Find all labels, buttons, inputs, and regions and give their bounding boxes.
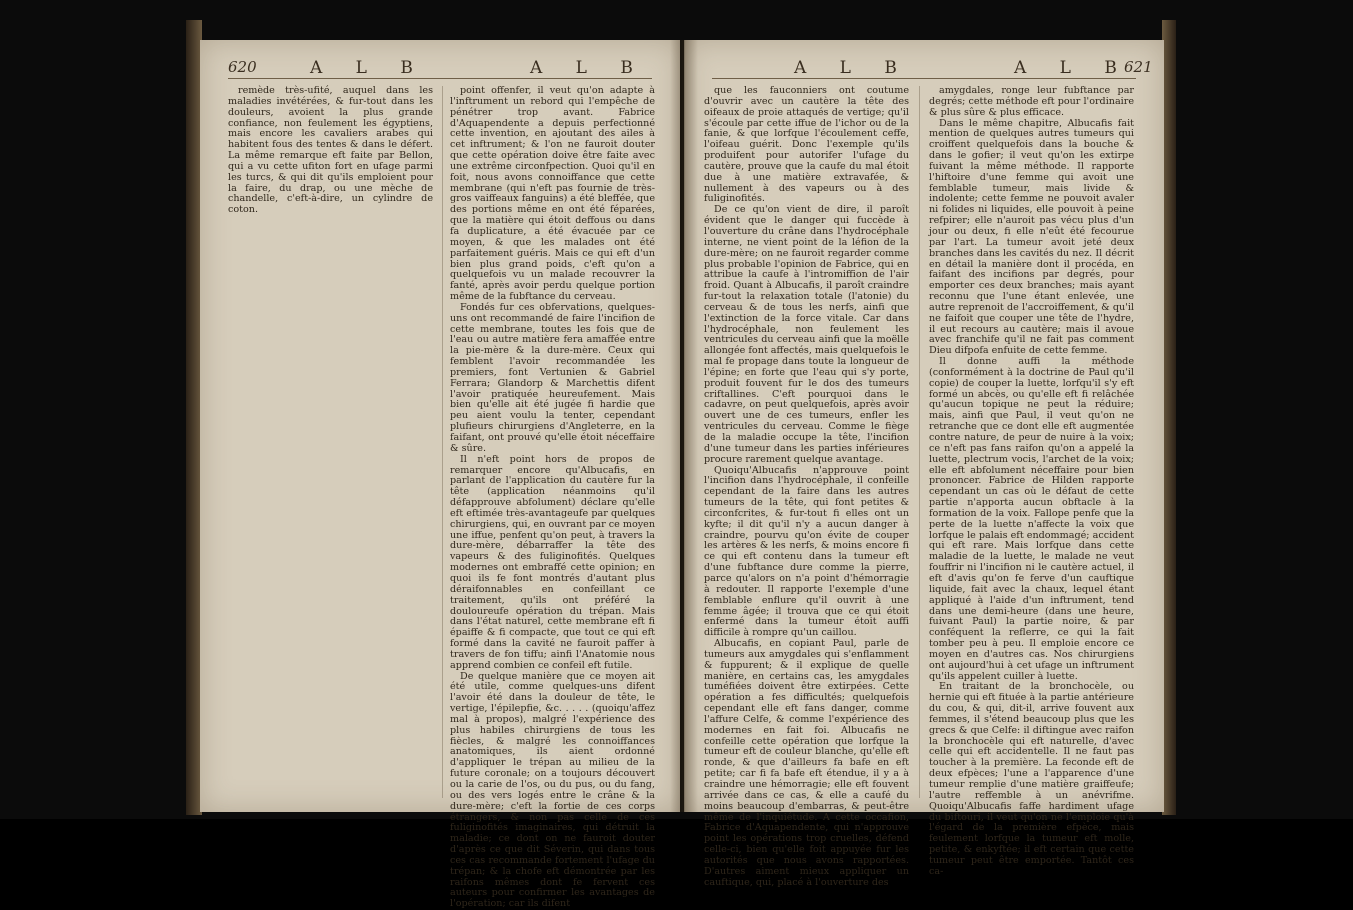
paragraph: Fondés fur ces obfervations, quelques-uns ont recommandé de faire l'incifion de cette membrane, toutes les fois que de l'eau ou autre matière fera amaffée entre la pie-mère & la dure-mère. Ceux qui femblent l'avoir recommandée les premiers, font Vertunien & Gabriel Ferrara; Glandorp & Marchettis difent l'avoir pratiquée heureufement. Mais bien qu'elle ait été jugée fi hardie que peu aient voulu la tenter, cependant plufieurs chirurgiens d'Angleterre, en la faifant, ont prouvé qu'elle étoit néceffaire & sûre. (450, 301, 655, 454)
paragraph: En traitant de la bronchocèle, ou hernie qui eft fituée à la partie antérieure du cou, & qui, dit-il, arrive fouvent aux femmes, il s'étend beaucoup plus que les grecs & que Celfe: il diftingue avec raifon la bronchocèle qui eft naturelle, d'avec celle qui eft accidentelle. Il ne faut pas toucher à la première. La feconde eft de deux efpèces; l'une a l'apparence d'une tumeur remplie d'une matière graiffeufe; l'autre reffemble à un anévrifme. Quoiqu'Albucafis faffe hardiment ufage du biftouri, il veut qu'on ne l'emploie qu'à l'égard de la première efpèce, mais feulement lorfque la tumeur eft molle, petite, & enkyftée; il eft certain que cette tumeur peut être emportée. Tantôt ces ca- (929, 681, 1134, 877)
running-head-right: A L B (1014, 58, 1131, 78)
running-head-left: A L B (794, 58, 911, 78)
paragraph: remède très-ufité, auquel dans les maladies invétérées, & fur-tout dans les douleurs, avoient la plus grande confiance, non feulement les égyptiens, mais encore les cavaliers arabes qui habitent fous des tentes & dans le défert. La même remarque eft faite par Bellon, qui a vu cette ufiton fort en ufage parmi les turcs, & qui dit qu'ils emploient pour la faire, du drap, ou une mèche de chandelle, c'eft-à-dire, un cylindre de coton. (228, 85, 433, 216)
column-divider (442, 86, 443, 798)
paragraph: Il donne auffi la méthode (conformément à la doctrine de Paul qu'il copie) de couper la luette, lorfqu'il s'y eft formé un abcès, ou qu'elle eft fi relâchée qu'aucun topique ne peut la réduire; mais, ainfi que Paul, il veut qu'on ne retranche que ce dont elle eft augmentée contre nature, de peur de nuire à la voix; ce n'eft pas fans raifon qu'on a appelé la luette, plectrum vocis, l'archet de la voix; elle eft abfolument néceffaire pour bien prononcer. Fabrice de Hilden rapporte cependant un cas où le défaut de cette partie n'apporta aucun obftacle à la formation de la voix. Fallope penfe que la perte de la luette n'affecte la voix que lorfque le palais eft endommagé; accident qui eft rare. Mais lorfque dans cette maladie de la luette, le malade ne veut fouffrir ni l'incifion ni le cautère actuel, il eft d'avis qu'on fe ferve d'un cauftique liquide, fait avec la chaux, lequel étant appliqué à l'aide d'un inftrument, tend dans une demi-heure (dans une heure, fuivant Paul) la partie noire, & par conféquent la reflerre, ce qui la fait tomber peu à peu. Il emploie encore ce moyen en d'autres cas. Nos chirurgiens ont aujourd'hui à cet ufage un inftrument qu'ils appelent cuiller à luette. (929, 356, 1134, 682)
paragraph: Albucafis, en copiant Paul, parle de tumeurs aux amygdales qui s'enflamment & fuppurent; & il explique de quelle manière, en certains cas, les amygdales tuméfiées doivent être extirpées. Cette opération a fes difficultés; quelquefois cependant elle eft fans danger, comme l'affure Celfe, & comme l'expérience des modernes en fait foi. Albucafis ne confeille cette opération que lorfque la tumeur eft de couleur blanche, qu'elle eft ronde, & que d'ailleurs fa bafe en eft petite; car fi fa bafe eft étendue, il y a à craindre une hémorragie; elle eft fouvent arrivée dans ce cas, & elle a caufé du moins beaucoup d'embarras, & peut-être même de l'inquiétude. A cette occafion, Fabrice d'Aquapendente, qui n'approuve point les opérations trop cruelles, défend celle-ci, bien qu'elle foit appuyée fur les autorités que nous avons rapportées. D'autres aiment mieux appliquer un cauftique, qui, placé à l'ouverture des (704, 638, 909, 888)
paragraph: Quoiqu'Albucafis n'approuve point l'incifion dans l'hydrocéphale, il confeille cependant de la faire dans les autres tumeurs de la tête, qui font petites & circonfcrites, & fur-tout fi elles ont un kyfte; il dit qu'il n'y a aucun danger à craindre, pourvu qu'on évite de couper les artères & les nerfs, & moins encore fi ce qui eft contenu dans la tumeur eft d'une fubftance dure comme la pierre, parce qu'alors on n'a point d'hémorragie à redouter. Il rapporte l'exemple d'une femblable enflure qu'il ouvrit à une femme âgée; il trouva que ce qui étoit enfermé dans la tumeur étoit auffi difficile à rompre qu'un caillou. (704, 464, 909, 639)
running-head-right: A L B (530, 58, 647, 78)
text-column-right (450, 85, 655, 910)
right-page-edge (1162, 20, 1176, 815)
paragraph: De ce qu'on vient de dire, il paroît évident que le danger qui fuccède à l'ouverture du crâne dans l'hydrocéphale interne, ne vient point de la léfion de la dure-mère; on ne fauroit regarder comme plus probable l'opinion de Fabrice, qui en attribue la caufe à l'intromiffion de l'air froid. Quant à Albucafis, il paroît craindre fur-tout la relaxation totale (l'atonie) du cerveau & de tous les nerfs, ainfi que l'extinction de la force vitale. Car dans l'hydrocéphale, non feulement les ventricules du cerveau ainfi que la moëlle allongée font affectés, mais quelquefois le mal fe propage dans toute la longueur de l'épine; en forte que l'eau qui s'y porte, produit fouvent fur le dos des tumeurs criftallines. C'eft pourquoi dans le cadavre, on peut quelquefois, après avoir ouvert une de ces tumeurs, enfler les ventricules du cerveau. Comme le fiège de la maladie occupe la tête, l'incifion d'une tumeur dans les parties inférieures procure rarement quelque avantage. (704, 204, 909, 465)
paragraph: point offenfer, il veut qu'on adapte à l'inftrument un rebord qui l'empêche de pénétrer trop avant. Fabrice d'Aquapendente a depuis perfectionné cette invention, en ajoutant des ailes à cet inftrument; & l'on ne fauroit douter que cette opération doive être faite avec une extrême circonfpection. Quoi qu'il en foit, nous avons connoiffance que cette membrane (qui n'eft pas fournie de très-gros vaiffeaux fanguins) a été bleffée, que des portions même en ont été féparées, que la matière qui étoit deffous ou dans fa duplicature, a été évacuée par ce moyen, & que les malades ont été parfaitement guéris. Mais ce qui eft d'un bien plus grand poids, c'eft qu'on a quelquefois vu un malade recouvrer la fanté, après avoir perdu quelque portion même de la fubftance du cerveau. (450, 85, 655, 303)
paragraph: De quelque manière que ce moyen ait été utile, comme quelques-uns difent l'avoir été dans la douleur de tête, le vertige, l'épilepfie, &c. . . . . (quoiqu'affez mal à propos), malgré l'expérience des plus habiles chirurgiens de tous les fiècles, & malgré les connoiffances anatomiques, ils aient ordonné d'appliquer le trépan au milieu de la future coronale; on a toujours découvert ou la carie de l'os, ou du pus, ou du fang, ou des vers logés entre le crâne & la dure-mère; c'eft la fortie de ces corps étrangers, & non pas celle de ces fuliginofités imaginaires, qui détruit la maladie; ce dont on ne fauroit douter d'après ce que dit Séverin, qui dans tous ces cas recommande fortement l'ufage du trépan; & la chofe eft démontrée par les raifons mêmes dont fe fervent ces auteurs pour confirmer les avantages de l'opération; car ils difent (450, 670, 655, 910)
right-page (684, 40, 1164, 888)
paragraph: amygdales, ronge leur fubftance par degrés; cette méthode eft pour l'ordinaire & plus sûre & plus efficace. (929, 85, 1134, 118)
text-column-right (929, 85, 1134, 877)
header-rule (712, 78, 1136, 79)
header-rule (228, 78, 652, 79)
running-head-left: A L B (310, 58, 427, 78)
page-number: 621 (1124, 58, 1153, 76)
paragraph: Dans le même chapitre, Albucafis fait mention de quelques autres tumeurs qui croiffent quelquefois dans la bouche & dans le gofier; il veut qu'on les extirpe fuivant la même méthode. Il rapporte l'hiftoire d'une femme qui avoit une femblable tumeur, mais livide & indolente; cette femme ne pouvoit avaler ni folides ni liquides, elle pouvoit à peine refpirer; elle n'auroit pas vécu plus d'un jour ou deux, fi elle n'eût été fecourue par l'art. La tumeur avoit jeté deux branches dans les cavités du nez. Il décrit en détail la manière dont il procéda, en faifant des incifions par degrés, pour emporter ces deux branches; mais ayant reconnu que l'une étant enlevée, une autre reprenoit de l'accroiffement, & qu'il ne faifoit que couper une tête de l'hydre, il eut recours au cautère; mais il avoue avec franchife qu'il ne fait pas comment Dieu difpofa enfuite de cette femme. (929, 117, 1134, 357)
left-page (200, 40, 680, 910)
paragraph: Il n'eft point hors de propos de remarquer encore qu'Albucafis, en parlant de l'application du cautère fur la tête (application néanmoins qu'il défapprouve abfolument) déclare qu'elle eft eftimée très-avantageufe par quelques chirurgiens, qui, en ouvrant par ce moyen une iffue, penfent qu'on peut, à travers la dure-mère, débarraffer la tête des vapeurs & des fuliginofités. Quelques modernes ont embraffé cette opinion; en quoi ils fe font montrés d'autant plus déraifonnables en confeillant ce traitement, qu'ils ont préféré la douloureufe opération du trépan. Mais dans l'état naturel, cette membrane eft fi épaiffe & fi compacte, que tout ce qui eft formé dans la cavité ne fauroit paffer à travers de fon tiffu; ainfi l'Anatomie nous apprend combien ce confeil eft futile. (450, 453, 655, 671)
text-column-left (228, 86, 433, 802)
paragraph: que les fauconniers ont coutume d'ouvrir avec un cautère la tête des oifeaux de proie attaqués de vertige; qu'il s'écoule par cette iffue de l'ichor ou de la fanie, & que lorfque l'écoulement ceffe, l'oifeau guérit. Donc l'exemple qu'ils produifent pour autorifer l'ufage du cautère, prouve que la caufe du mal étoit due à une matière extravafée, & nullement à des vapeurs ou à des fuliginofités. (704, 85, 909, 205)
column-divider (919, 86, 920, 798)
page-number: 620 (228, 58, 257, 76)
text-column-left (704, 85, 909, 888)
